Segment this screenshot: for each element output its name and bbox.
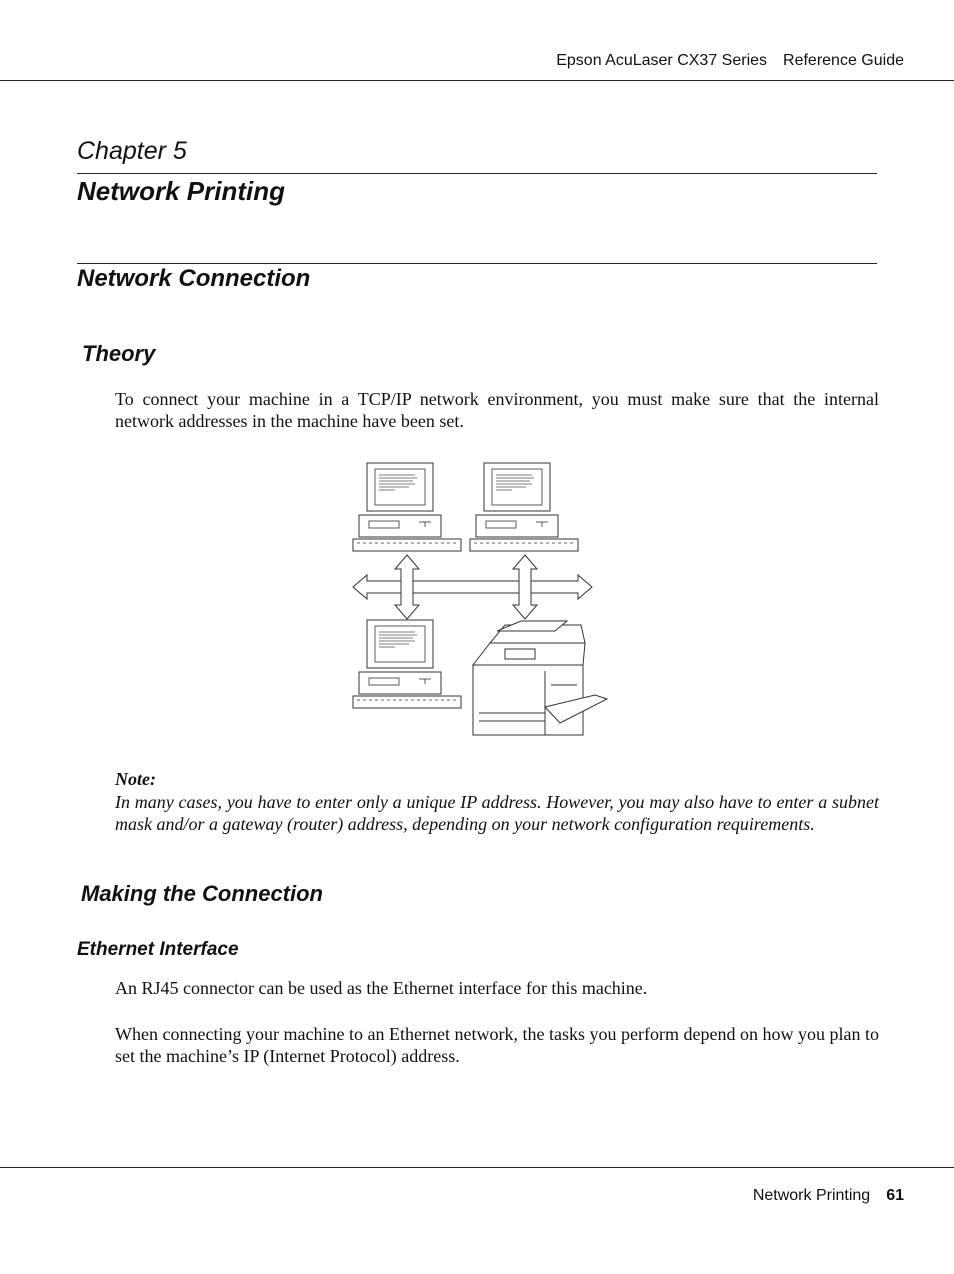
header-guide: Reference Guide <box>783 52 904 69</box>
note-body: In many cases, you have to enter only a unique IP address. However, you may also have to enter a subnet mask and/or a gateway (router) address, depending on your network configuration requirements. <box>115 792 879 834</box>
page-header <box>556 52 904 70</box>
computer-icon <box>353 620 461 708</box>
making-connection-heading: Making the Connection <box>81 881 323 906</box>
network-arrow-icon <box>353 575 592 599</box>
page-footer <box>753 1187 904 1205</box>
theory-paragraph: To connect your machine in a TCP/IP network environment, you must make sure that the internal network addresses in the machine have been set. <box>115 389 879 431</box>
computer-icon <box>470 463 578 551</box>
footer-rule <box>0 1167 954 1168</box>
ethernet-paragraph-2: When connecting your machine to an Ethernet network, the tasks you perform depend on how you plan to set the machine’s IP (Internet Protocol) address. <box>115 1024 879 1066</box>
chapter-label: Chapter 5 <box>77 137 187 165</box>
header-rule <box>0 80 954 81</box>
network-diagram <box>345 455 610 740</box>
ethernet-interface-heading: Ethernet Interface <box>77 939 239 960</box>
section-rule <box>77 263 877 264</box>
note-title: Note: <box>115 769 156 789</box>
printer-icon <box>473 621 607 735</box>
page-number: 61 <box>886 1187 904 1204</box>
theory-heading: Theory <box>82 341 156 366</box>
chapter-title: Network Printing <box>77 176 286 206</box>
chapter-rule <box>77 173 877 174</box>
footer-section: Network Printing <box>752 1187 871 1204</box>
header-product: Epson AcuLaser CX37 Series <box>556 52 768 69</box>
computer-icon <box>353 463 461 551</box>
section-title: Network Connection <box>77 265 311 292</box>
ethernet-paragraph-1: An RJ45 connector can be used as the Ethernet interface for this machine. <box>115 978 648 998</box>
